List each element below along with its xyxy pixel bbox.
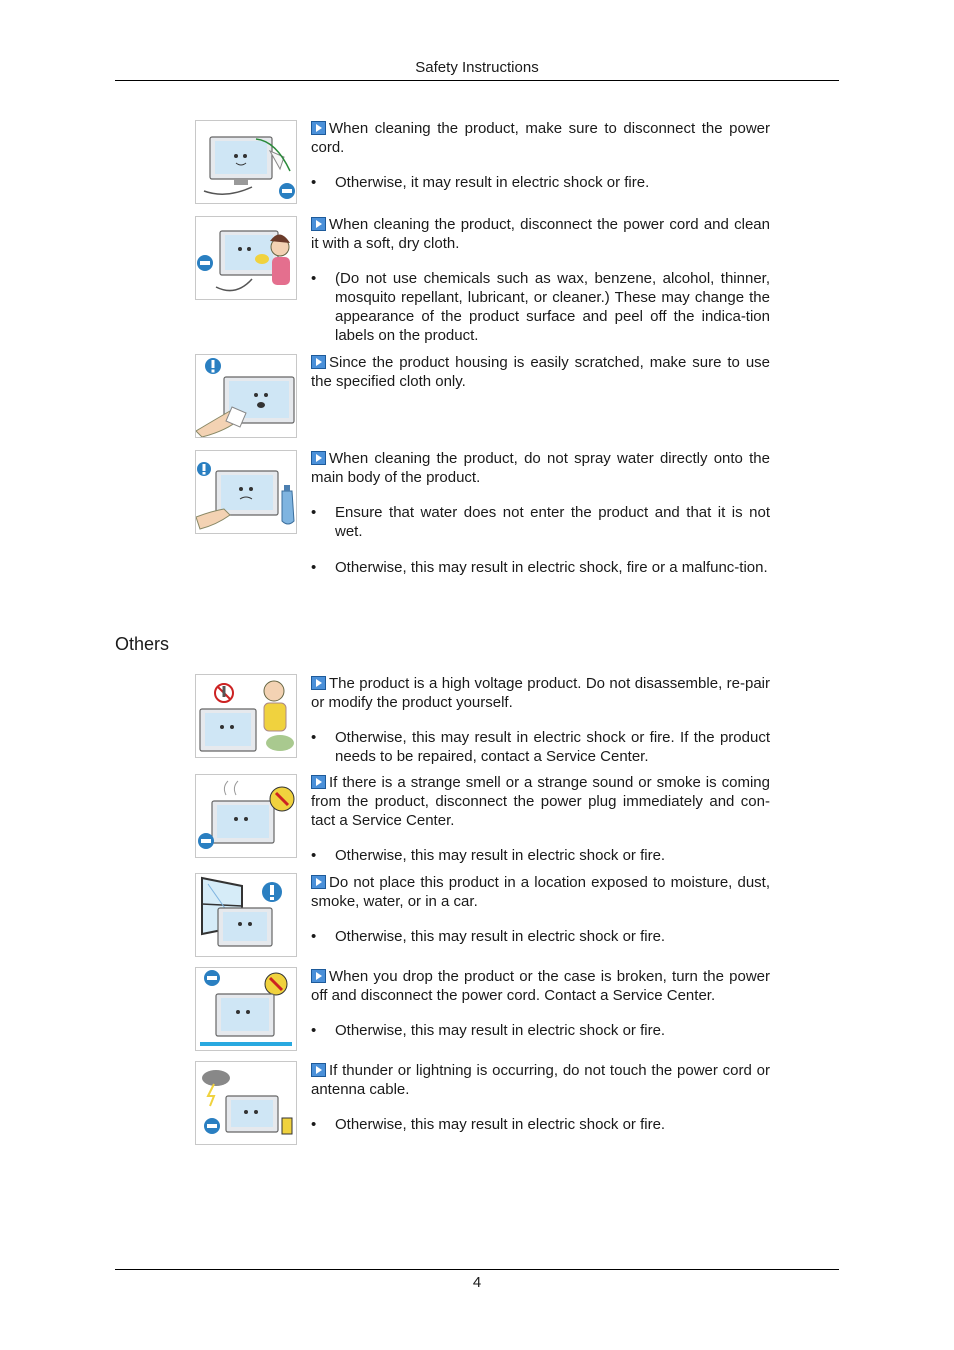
bullet-icon: • [311, 504, 317, 521]
bullet-icon: • [311, 174, 317, 191]
bullet-text: (Do not use chemicals such as wax, benzene, alcohol, thinner, mosquito repellant, lubricant, or cleaner.) These may change the appearance of the product surface and peel off the indica-tion labels on the product. [335, 270, 770, 344]
safety-item-6 [311, 773, 770, 865]
safety-item-5 [311, 674, 770, 766]
list-item [311, 1115, 770, 1134]
bullet-icon: • [311, 559, 317, 576]
bullet-icon: • [311, 847, 317, 864]
list-item [311, 846, 770, 865]
item-text: When cleaning the product, disconnect the power cord and clean it with a soft, dry cloth. [311, 216, 770, 252]
thunderstorm-monitor-illustration [195, 1061, 297, 1145]
header-rule [115, 80, 839, 81]
list-item [311, 927, 770, 946]
bullet-text: Otherwise, this may result in electric shock, fire or a malfunc-tion. [335, 559, 768, 576]
spray-bottle-monitor-illustration [195, 450, 297, 534]
bullet-text: Otherwise, this may result in electric shock or fire. [335, 1116, 666, 1133]
info-arrow-icon [311, 451, 326, 465]
info-arrow-icon [311, 875, 326, 889]
list-item [311, 1021, 770, 1040]
safety-item-1 [311, 119, 770, 192]
person-cleaning-monitor-illustration [195, 216, 297, 300]
list-item [311, 173, 770, 192]
item-text: The product is a high voltage product. Do not disassemble, re-pair or modify the product yourself. [311, 675, 770, 711]
list-item [311, 269, 770, 345]
bullet-icon: • [311, 729, 317, 746]
info-arrow-icon [311, 676, 326, 690]
list-item [311, 503, 770, 541]
dropped-monitor-illustration [195, 967, 297, 1051]
item-text: When you drop the product or the case is broken, turn the power off and disconnect the power cord. Contact a Service Center. [311, 968, 770, 1004]
bullet-text: Otherwise, it may result in electric shock or fire. [335, 174, 650, 191]
bullet-icon: • [311, 928, 317, 945]
bullet-icon: • [311, 270, 317, 287]
list-item [311, 728, 770, 766]
safety-item-9 [311, 1061, 770, 1134]
person-disassembling-monitor-illustration [195, 674, 297, 758]
safety-item-3 [311, 353, 770, 391]
list-item [311, 558, 770, 577]
hand-wiping-monitor-illustration [195, 354, 297, 438]
info-arrow-icon [311, 1063, 326, 1077]
safety-item-7 [311, 873, 770, 946]
monitor-near-window-illustration [195, 873, 297, 957]
safety-item-8 [311, 967, 770, 1040]
bullet-text: Otherwise, this may result in electric shock or fire. If the product needs to be repaired, contact a Service Center. [335, 729, 770, 765]
bullet-icon: • [311, 1116, 317, 1133]
monitor-cleaning-unplugged-illustration [195, 120, 297, 204]
item-text: If thunder or lightning is occurring, do not touch the power cord or antenna cable. [311, 1062, 770, 1098]
bullet-icon: • [311, 1022, 317, 1039]
item-text: Since the product housing is easily scratched, make sure to use the specified cloth only. [311, 354, 770, 390]
bullet-text: Otherwise, this may result in electric shock or fire. [335, 1022, 666, 1039]
page-number: 4 [472, 1274, 482, 1291]
item-text: If there is a strange smell or a strange sound or smoke is coming from the product, disconnect the power plug immediately and con-tact a Service Center. [311, 774, 770, 829]
item-text: When cleaning the product, do not spray water directly onto the main body of the product. [311, 450, 770, 486]
item-text: When cleaning the product, make sure to disconnect the power cord. [311, 120, 770, 156]
section-title: Others [115, 634, 170, 654]
info-arrow-icon [311, 969, 326, 983]
bullet-text: Otherwise, this may result in electric shock or fire. [335, 928, 666, 945]
info-arrow-icon [311, 217, 326, 231]
bullet-text: Ensure that water does not enter the product and that it is not wet. [335, 504, 770, 540]
page-header-title: Safety Instructions [415, 59, 539, 76]
info-arrow-icon [311, 121, 326, 135]
bullet-text: Otherwise, this may result in electric shock or fire. [335, 847, 666, 864]
item-text: Do not place this product in a location exposed to moisture, dust, smoke, water, or in a car. [311, 874, 770, 910]
info-arrow-icon [311, 355, 326, 369]
footer-rule [115, 1269, 839, 1270]
safety-item-2 [311, 215, 770, 345]
smoking-monitor-illustration [195, 774, 297, 858]
info-arrow-icon [311, 775, 326, 789]
safety-item-4 [311, 449, 770, 577]
